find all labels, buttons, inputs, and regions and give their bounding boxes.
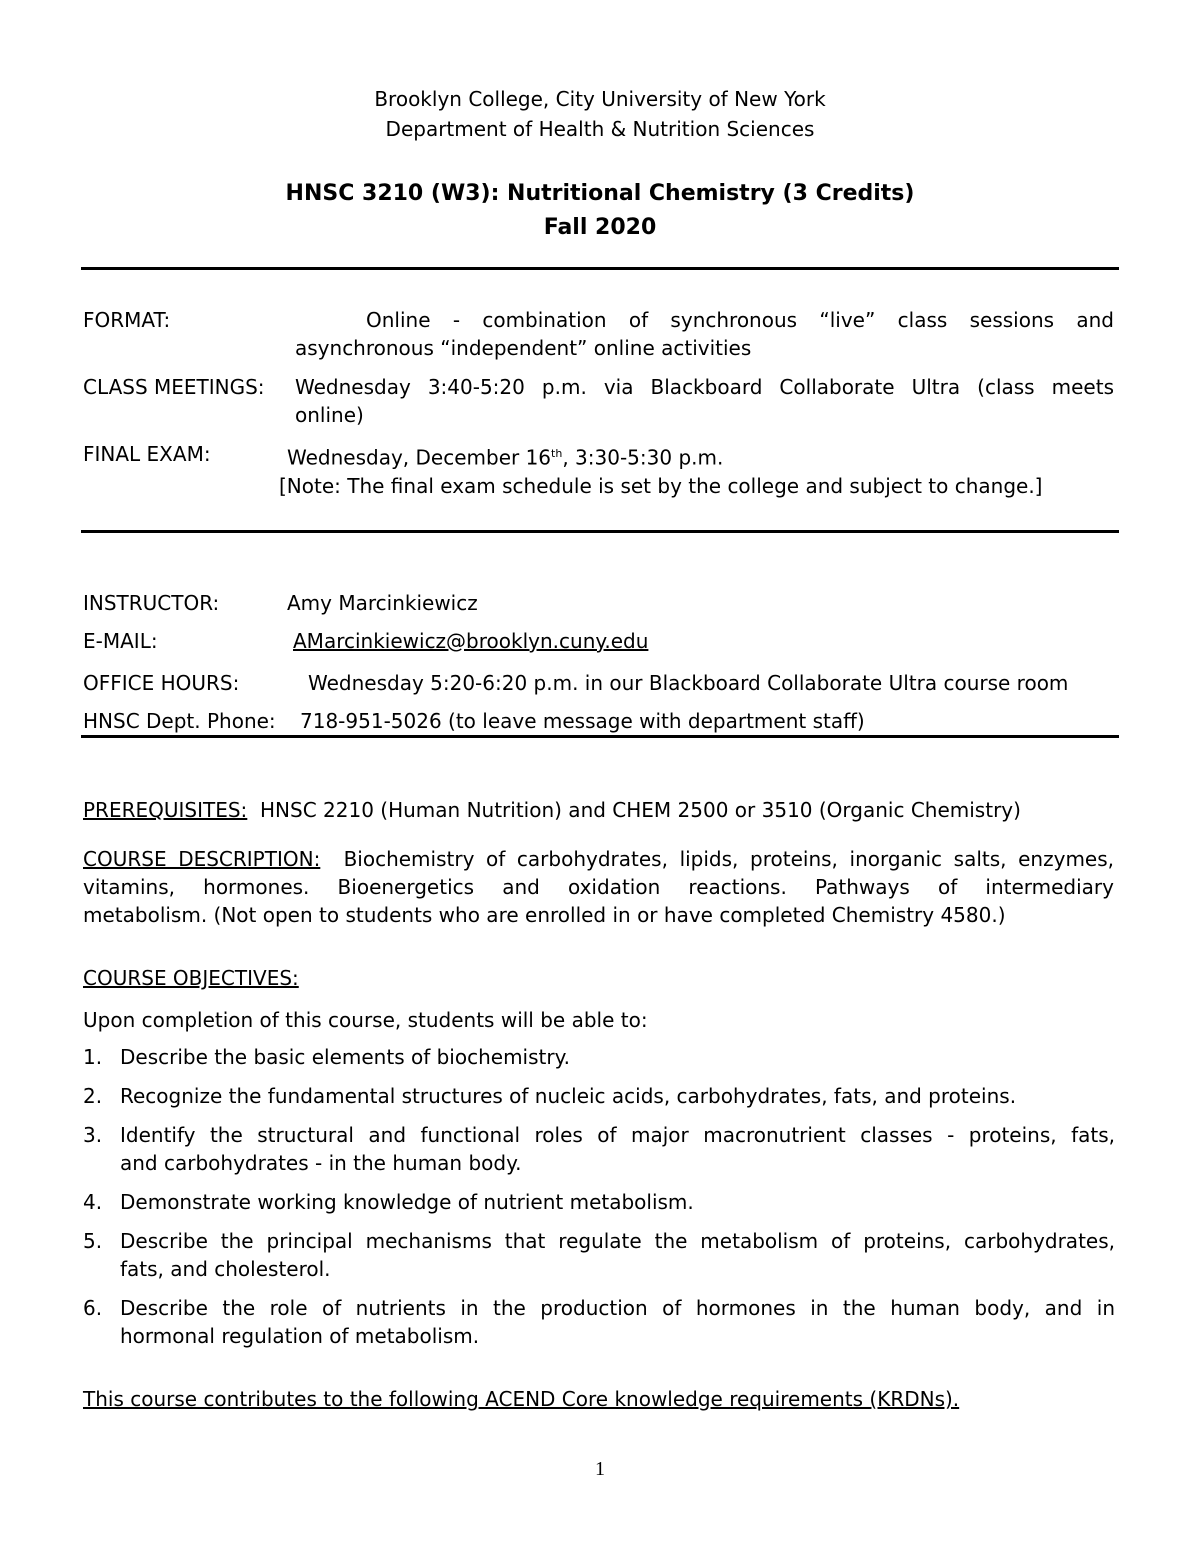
objective-item: Describe the basic elements of biochemistry.	[120, 1045, 570, 1069]
class-meetings-label: CLASS MEETINGS:	[83, 375, 265, 399]
description-line1	[83, 845, 1114, 873]
course-term: Fall 2020	[543, 215, 657, 240]
objectives-intro: Upon completion of this course, students will be able to:	[83, 1008, 648, 1032]
email-link[interactable]: AMarcinkiewicz@brooklyn.cuny.edu	[293, 629, 649, 653]
instructor-label: INSTRUCTOR:	[83, 591, 220, 615]
objective-number: 5.	[83, 1229, 103, 1253]
prerequisites-text: HNSC 2210 (Human Nutrition) and CHEM 2500 or 3510 (Organic Chemistry)	[260, 798, 1021, 822]
objective-item-continuation: and carbohydrates - in the human body.	[120, 1151, 522, 1175]
office-hours-label: OFFICE HOURS:	[83, 671, 240, 695]
department-name: Department of Health & Nutrition Sciences	[385, 117, 815, 141]
email-label: E-MAIL:	[83, 629, 158, 653]
final-exam-date-main: Wednesday, December 16	[287, 445, 552, 470]
description-text-line1: Biochemistry of carbohydrates, lipids, proteins, inorganic salts, enzymes,	[343, 847, 1115, 871]
office-hours-value: Wednesday 5:20-6:20 p.m. in our Blackboard Collaborate Ultra course room	[308, 671, 1069, 695]
final-exam-date-time: , 3:30-5:30 p.m.	[562, 445, 724, 470]
contact-divider	[81, 735, 1119, 738]
format-value-line2: asynchronous “independent” online activities	[295, 336, 752, 360]
dept-phone-value: 718-951-5026 (to leave message with department staff)	[300, 709, 865, 733]
objective-item: Describe the principal mechanisms that regulate the metabolism of proteins, carbohydrates,	[120, 1229, 1115, 1253]
description-line3: metabolism. (Not open to students who are enrolled in or have completed Chemistry 4580.)	[83, 903, 1006, 927]
page-number: 1	[595, 1458, 605, 1480]
objective-number: 4.	[83, 1190, 103, 1214]
final-exam-label: FINAL EXAM:	[83, 442, 211, 466]
objective-item: Recognize the fundamental structures of nucleic acids, carbohydrates, fats, and proteins.	[120, 1084, 1017, 1108]
description-line2: vitamins, hormones. Bioenergetics and oxidation reactions. Pathways of intermediary	[83, 875, 1114, 899]
prerequisites-row	[83, 796, 1021, 824]
description-label: COURSE DESCRIPTION:	[83, 847, 321, 871]
objective-number: 1.	[83, 1045, 103, 1069]
instructor-name: Amy Marcinkiewicz	[287, 591, 478, 615]
prerequisites-label: PREREQUISITES:	[83, 798, 248, 822]
objective-item: Describe the role of nutrients in the production of hormones in the human body, and in	[120, 1296, 1115, 1320]
objective-item: Identify the structural and functional roles of major macronutrient classes - proteins, fats,	[120, 1123, 1115, 1147]
objective-number: 2.	[83, 1084, 103, 1108]
format-label: FORMAT:	[83, 308, 171, 332]
header-divider	[81, 267, 1119, 270]
final-exam-note: [Note: The final exam schedule is set by the college and subject to change.]	[279, 474, 1043, 498]
acend-statement: This course contributes to the following ACEND Core knowledge requirements (KRDNs).	[83, 1387, 960, 1411]
final-exam-date	[287, 440, 723, 472]
objective-number: 6.	[83, 1296, 103, 1320]
objective-item-continuation: hormonal regulation of metabolism.	[120, 1324, 480, 1348]
final-exam-date-suffix: th	[551, 447, 563, 460]
logistics-divider	[81, 530, 1119, 533]
objectives-label: COURSE OBJECTIVES:	[83, 966, 299, 990]
objective-item-continuation: fats, and cholesterol.	[120, 1257, 331, 1281]
format-value-line1: Online - combination of synchronous “live” class sessions and	[366, 308, 1114, 332]
institution-name: Brooklyn College, City University of New York	[374, 87, 826, 111]
course-title: HNSC 3210 (W3): Nutritional Chemistry (3 Credits)	[285, 181, 915, 206]
objective-number: 3.	[83, 1123, 103, 1147]
class-meetings-line1: Wednesday 3:40-5:20 p.m. via Blackboard Collaborate Ultra (class meets	[295, 375, 1114, 399]
class-meetings-line2: online)	[295, 403, 364, 427]
objective-item: Demonstrate working knowledge of nutrient metabolism.	[120, 1190, 694, 1214]
dept-phone-label: HNSC Dept. Phone:	[83, 709, 276, 733]
